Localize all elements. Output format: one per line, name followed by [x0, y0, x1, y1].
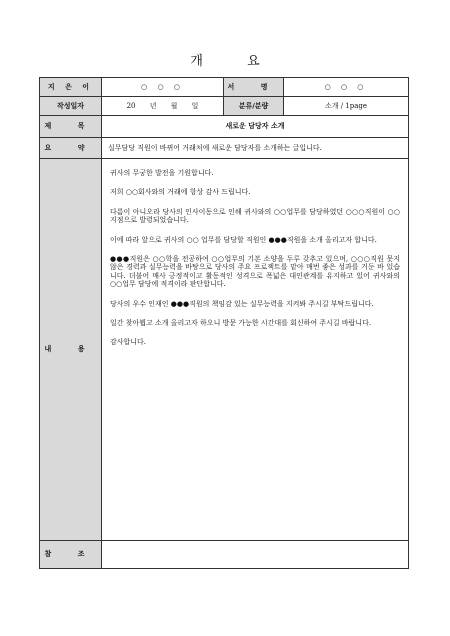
row-subject [40, 116, 409, 138]
signature-value[interactable]: ○ ○ ○ [284, 78, 409, 97]
summary-value[interactable]: 실무담당 직원이 바뀌어 거래처에 새로운 담당자를 소개하는 글입니다. [102, 138, 409, 159]
content-label: 내 용 [40, 159, 102, 541]
content-paragraph: 귀사의 무궁한 발전을 기원합니다. [110, 169, 214, 177]
content-paragraph: 일간 찾아뵙고 소개 올리고자 하오니 방문 가능한 시간대를 회신하여 주시길 바랍니다. [110, 318, 372, 327]
content-paragraph: 감사합니다. [110, 338, 147, 347]
content-paragraph: ●●●직원은 ○○학을 전공하여 ○○업무의 기본 소양을 두루 갖추고 있으며, ○○○직원 못지 않은 경력과 실무능력을 바탕으로 당사의 주요 프로젝트를 맡아 매번 좋은 성과를 거둔 바 있습니다. 더불어 매사 긍정적이고 활동적인 성격으로 폭넓은 대인관계를 유지하고 있어 귀사와의 ○○업무 담당에 적격이라 판단합니다. [110, 254, 400, 289]
writer-label: 지 은 이 [40, 78, 102, 97]
row-reference [40, 541, 409, 569]
content-paragraph: 당사의 우수 인재인 ●●●직원의 책임감 있는 실무능력을 지켜봐 주시길 부탁드립니다. [110, 299, 374, 308]
subject-label: 제 목 [40, 116, 102, 138]
content-paragraph: 이에 따라 앞으로 귀사의 ○○ 업무를 담당할 직원인 ●●●직원을 소개 올리고자 합니다. [110, 235, 377, 244]
signature-label: 서 명 [224, 78, 284, 97]
category-value[interactable]: 소개 / 1page [284, 97, 409, 116]
summary-form-table [39, 77, 409, 569]
document-title: 개 요 [190, 54, 280, 69]
date-label: 작성일자 [40, 97, 102, 116]
row-content [40, 159, 409, 541]
subject-value[interactable]: 새로운 담당자 소개 [102, 116, 409, 138]
content-paragraph: 다름이 아니오라 당사의 인사이동으로 인해 귀사와의 ○○업무를 담당하였던 ○○○직원이 ○○지점으로 발령되었습니다. [110, 207, 400, 225]
reference-value[interactable] [102, 541, 409, 569]
row-date [40, 97, 409, 116]
content-paragraph: 저희 ○○회사와의 거래에 항상 감사 드립니다. [110, 188, 251, 197]
summary-label: 요 약 [40, 138, 102, 159]
content-body[interactable] [102, 159, 409, 541]
date-value[interactable]: 20 년 월 일 [102, 97, 224, 116]
reference-label: 참 조 [40, 541, 102, 569]
row-writer [40, 78, 409, 97]
writer-value[interactable]: ○ ○ ○ [102, 78, 224, 97]
category-label: 분류/분량 [224, 97, 284, 116]
row-summary [40, 138, 409, 159]
